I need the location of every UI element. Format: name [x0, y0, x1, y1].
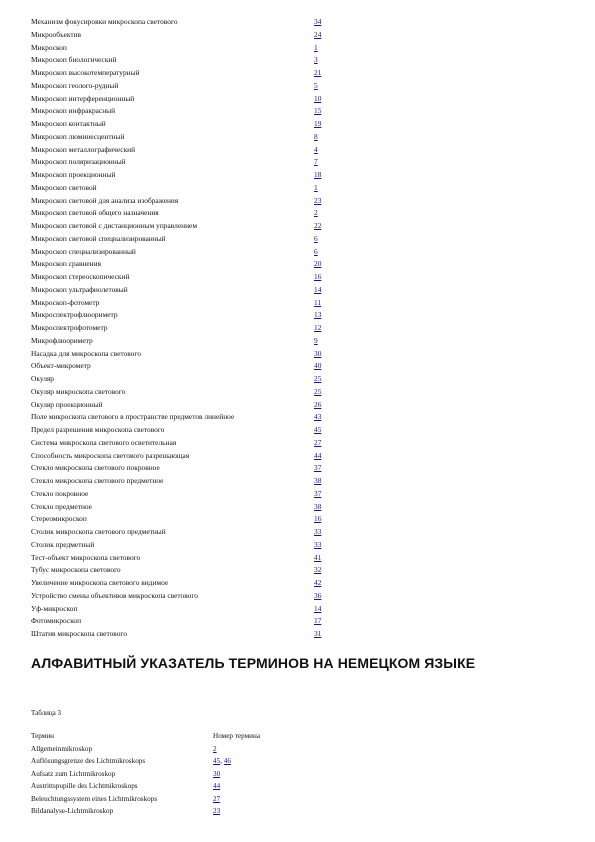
term-number-link[interactable]: 44	[314, 450, 322, 460]
index-row	[31, 16, 331, 29]
index-term: Микроспектрофлюориметр	[31, 310, 118, 320]
term-number-link[interactable]: 8	[314, 131, 318, 141]
term-number-link[interactable]: 19	[314, 119, 322, 128]
term-number-link[interactable]: 16	[314, 514, 322, 524]
index-row	[31, 67, 331, 80]
term-number-link[interactable]: 25	[314, 386, 322, 396]
index-row	[31, 360, 331, 373]
term-number-link[interactable]: 2	[213, 744, 217, 753]
german-term: Beleuchtungssystem eines Lichtmikroskops	[31, 794, 158, 803]
term-number-link[interactable]: 34	[314, 17, 322, 26]
index-row	[31, 169, 331, 182]
term-number-link[interactable]: 9	[314, 335, 318, 345]
index-row	[31, 590, 331, 603]
index-row	[31, 450, 331, 463]
index-row	[31, 399, 331, 412]
index-row	[31, 348, 331, 361]
term-number-link[interactable]: 36	[314, 590, 322, 600]
index-term: Способность микроскопа светового разрешающая	[31, 450, 190, 460]
index-row	[31, 246, 331, 259]
index-term: Микрообъектив	[31, 29, 82, 39]
term-number-link[interactable]: 10	[314, 93, 322, 103]
index-term: Микроскоп световой специализированный	[31, 233, 166, 243]
index-row	[31, 322, 331, 335]
term-number-link[interactable]: 45	[314, 425, 322, 434]
term-number-link[interactable]: 17	[314, 616, 322, 626]
index-row	[31, 131, 331, 144]
index-row	[31, 42, 331, 55]
index-row	[31, 297, 331, 310]
term-number-link[interactable]: 12	[314, 323, 322, 332]
index-row	[31, 233, 331, 246]
index-term: Стекло предметное	[31, 501, 92, 511]
index-term: Тест-объект микроскопа светового	[31, 552, 141, 562]
index-term: Микроскоп световой	[31, 182, 97, 192]
german-term: Austrittspupille des Lichtmikroskops	[31, 782, 138, 790]
index-row	[31, 615, 331, 628]
index-row	[31, 386, 331, 399]
term-number-link[interactable]: 22	[314, 221, 322, 230]
index-row	[31, 475, 331, 488]
term-number-link[interactable]: 27	[213, 794, 221, 803]
index-row	[31, 564, 331, 577]
term-number-link[interactable]: 33	[314, 539, 322, 549]
index-term: Микрофлюориметр	[31, 335, 93, 345]
term-number-cell	[213, 768, 220, 781]
index-term: Насадка для микроскопа светового	[31, 348, 141, 358]
table-row	[31, 755, 331, 768]
index-term: Микроскоп проекционный	[31, 170, 116, 179]
index-term: Микроспектрофотометр	[31, 323, 108, 332]
index-term: Система микроскопа светового осветительная	[31, 437, 177, 447]
index-term: Микроскоп световой с дистанционным управлением	[31, 221, 197, 230]
table-body	[31, 743, 331, 818]
term-number-link[interactable]: 23	[213, 807, 221, 815]
index-term: Столик предметный	[31, 539, 95, 549]
index-term: Поле микроскопа светового в пространстве предметов линейное	[31, 412, 235, 422]
index-term: Столик микроскопа светового предметный	[31, 527, 166, 536]
term-number-link[interactable]: 32	[314, 565, 322, 575]
term-number-link[interactable]: 27	[314, 437, 322, 447]
term-number-link[interactable]: 24	[314, 29, 322, 39]
index-term: Окуляр	[31, 374, 54, 383]
index-row	[31, 539, 331, 552]
index-term: Фотомикроскоп	[31, 616, 82, 626]
index-term: Микроскоп специализированный	[31, 246, 136, 256]
term-number-link[interactable]: 2	[314, 208, 318, 218]
index-term: Микроскоп люминесцентный	[31, 131, 125, 141]
term-number-link[interactable]: 30	[213, 769, 221, 778]
term-number-cell	[213, 743, 217, 756]
term-number-link[interactable]: 16	[314, 272, 322, 281]
table-row	[31, 743, 331, 756]
table-row	[31, 768, 331, 781]
index-term: Объект-микрометр	[31, 361, 91, 371]
index-row	[31, 54, 331, 67]
term-number-link[interactable]: 41	[314, 552, 322, 562]
index-row	[31, 118, 331, 131]
index-term: Стекло микроскопа светового покровное	[31, 463, 160, 473]
term-number-link[interactable]: 25	[314, 374, 322, 383]
index-term: Предел разрешения микроскопа светового	[31, 425, 165, 434]
index-term: Микроскоп световой общего назначения	[31, 208, 159, 218]
index-term: Устройство смены объективов микроскопа светового	[31, 590, 198, 600]
term-number-link[interactable]: 40	[314, 361, 322, 371]
index-term: Микроскоп	[31, 42, 67, 52]
index-term: Стереомикроскоп	[31, 514, 87, 524]
term-number-link[interactable]: 1	[314, 42, 318, 52]
table-header-row	[31, 730, 331, 743]
index-row	[31, 93, 331, 106]
german-term: Bildanalyse-Lichtmikroskop	[31, 807, 114, 815]
header-term: Термин	[31, 732, 55, 740]
index-term: Микроскоп геолого-рудный	[31, 80, 119, 90]
term-number-link[interactable]: 7	[314, 157, 318, 167]
index-row	[31, 220, 331, 233]
term-number-link[interactable]: 38	[314, 476, 322, 485]
term-number-link[interactable]: 31	[314, 629, 322, 638]
index-row	[31, 309, 331, 322]
index-row	[31, 80, 331, 93]
section-heading: АЛФАВИТНЫЙ УКАЗАТЕЛЬ ТЕРМИНОВ НА НЕМЕЦКОМ ЯЗЫКЕ	[31, 655, 476, 671]
index-row	[31, 271, 331, 284]
index-term: Механизм фокусировки микроскопа светового	[31, 17, 178, 26]
term-number-link[interactable]: 38	[314, 501, 322, 511]
table-row	[31, 780, 331, 793]
header-term-number: Номер термина	[213, 732, 261, 740]
table-row	[31, 805, 331, 818]
term-number-link[interactable]: 14	[314, 603, 322, 613]
term-number-cell	[213, 805, 220, 818]
index-term: Микроскоп световой для анализа изображения	[31, 195, 179, 205]
term-number-link[interactable]: 23	[314, 195, 322, 205]
term-number-link[interactable]: 21	[314, 68, 322, 77]
german-term: Auflösungsgrenze des Lichtmikroskops	[31, 757, 146, 765]
index-row	[31, 577, 331, 590]
term-number-link[interactable]: 26	[314, 399, 322, 409]
term-number-link[interactable]: 6	[314, 246, 318, 256]
index-row	[31, 628, 331, 641]
index-term: Микроскоп ультрафиолетовый	[31, 284, 128, 294]
index-row	[31, 513, 331, 526]
term-number-link[interactable]: 37	[314, 488, 322, 498]
index-row	[31, 207, 331, 220]
index-term: Окуляр микроскопа светового	[31, 386, 126, 396]
index-row	[31, 105, 331, 118]
index-row	[31, 373, 331, 386]
index-term: Микроскоп контактный	[31, 119, 106, 128]
term-number-link[interactable]: 11	[314, 297, 322, 307]
term-number-link[interactable]: 5	[314, 80, 318, 90]
term-number-link[interactable]: 30	[314, 348, 322, 358]
term-number-cell	[213, 780, 220, 793]
term-number-link[interactable]: 15	[314, 106, 322, 116]
term-number-link[interactable]: 44	[213, 782, 221, 790]
term-number-cell: 45, 46	[213, 757, 231, 765]
term-number-link[interactable]: 6	[314, 233, 318, 243]
index-term: Микроскоп биологический	[31, 55, 117, 65]
index-term: Тубус микроскопа светового	[31, 565, 121, 575]
index-row	[31, 552, 331, 565]
index-term: Стекло покровное	[31, 488, 89, 498]
index-term: Микроскоп-фотометр	[31, 297, 100, 307]
term-number-link[interactable]: 37	[314, 463, 322, 473]
index-term: Микроскоп интерференционный	[31, 93, 135, 103]
term-number-link[interactable]: 1	[314, 182, 318, 192]
term-number-link[interactable]: 20	[314, 259, 322, 269]
german-term: Aufsatz zum Lichtmikroskop	[31, 769, 116, 778]
index-term: Стекло микроскопа светового предметное	[31, 476, 164, 485]
index-term: Микроскоп металлографический	[31, 144, 136, 154]
term-number-link[interactable]: 42	[314, 578, 322, 587]
index-term: Окуляр проекционный	[31, 399, 103, 409]
term-number-link[interactable]: 4	[314, 144, 318, 154]
term-number-link[interactable]: 33	[314, 527, 322, 536]
index-term: Штатив микроскопа светового	[31, 629, 127, 638]
index-row	[31, 182, 331, 195]
index-row	[31, 411, 331, 424]
index-term: Микроскоп инфракрасный	[31, 106, 116, 116]
index-row	[31, 526, 331, 539]
russian-term-index	[31, 16, 331, 641]
german-term-table	[31, 730, 331, 818]
index-row	[31, 335, 331, 348]
term-number-link[interactable]: 3	[314, 55, 318, 65]
term-number-link[interactable]: 46	[223, 757, 231, 765]
table-caption: Таблица 3	[31, 709, 61, 717]
term-number-cell	[213, 793, 220, 806]
index-row	[31, 603, 331, 616]
index-row	[31, 144, 331, 157]
term-number-link[interactable]: 13	[314, 310, 322, 320]
index-row	[31, 284, 331, 297]
term-number-link[interactable]: 45	[213, 757, 221, 765]
index-row	[31, 258, 331, 271]
index-term: Уф-микроскоп	[31, 603, 78, 613]
term-number-link[interactable]: 18	[314, 170, 322, 179]
index-row	[31, 29, 331, 42]
index-term: Микроскоп высокотемпературный	[31, 68, 140, 77]
index-row	[31, 195, 331, 208]
german-term: Allgemeinmikroskop	[31, 744, 93, 753]
term-number-link[interactable]: 43	[314, 412, 322, 422]
index-row	[31, 156, 331, 169]
index-row	[31, 424, 331, 437]
index-row	[31, 501, 331, 514]
index-term: Микроскоп стереоскопический	[31, 272, 130, 281]
term-number-link[interactable]: 14	[314, 284, 322, 294]
index-term: Микроскоп поляризационный	[31, 157, 126, 167]
index-row	[31, 437, 331, 450]
index-row	[31, 488, 331, 501]
table-row	[31, 793, 331, 806]
index-term: Увеличение микроскопа светового видимое	[31, 578, 169, 587]
index-term: Микроскоп сравнения	[31, 259, 101, 269]
index-row	[31, 462, 331, 475]
